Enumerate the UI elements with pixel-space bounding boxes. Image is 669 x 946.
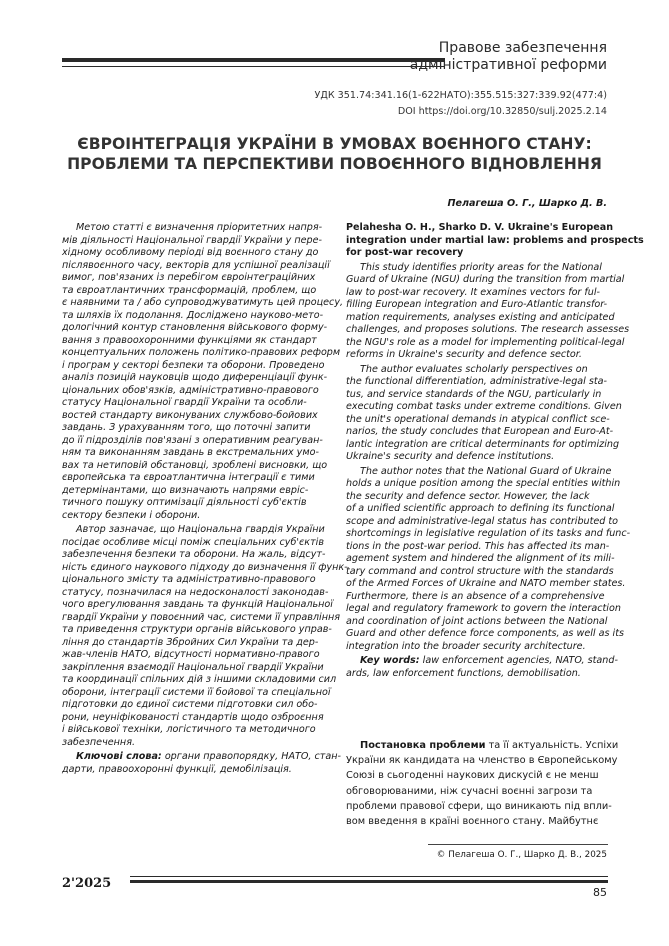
text-line: Ukraine's security and defence institutions. [346, 451, 555, 462]
text-line: the security and defence sector. However, the lack [346, 490, 590, 502]
text-line: and coordination of joint actions between the National [346, 615, 608, 627]
text-line: of the Armed Forces of Ukraine and NATO member states. [346, 578, 626, 589]
text-line: executing combat tasks under extreme conditions. Given [346, 401, 622, 412]
text-line: забезпечення безпеки та оборони. На жаль, відсут- [62, 549, 326, 560]
text-line: lantic integration are critical determinants for optimizing [346, 438, 620, 450]
text-line: the NGU's role as a model for implementing political-legal [346, 336, 625, 348]
text-line: ціонального змісту та адміністративно-правового [62, 574, 316, 585]
text-line: статусу, позначилася на недосконалості законодав- [62, 586, 329, 598]
reference-line1: Pelahesha O. H., Sharko D. V. Ukraine's European [346, 222, 614, 233]
text-line: та координації спільних дій з іншими складовими сил [62, 674, 337, 685]
footer-rule-thick [130, 880, 608, 883]
text-line: європейська та євроатлантична інтеграції є тими [62, 472, 315, 483]
journal-title-line1: Правове забезпечення [438, 40, 607, 56]
text-line: Furthermore, there is an absence of a comprehensive [346, 590, 605, 602]
introduction-paragraph [346, 738, 619, 829]
authors: Пелагеша О. Г., Шарко Д. В. [447, 198, 607, 209]
abstract-en-paragraph-2 [346, 363, 622, 464]
text-line: ням та виконанням завдань в екстремальних умо- [62, 447, 319, 458]
text-line: Автор зазначає, що Національна гвардія України [76, 524, 325, 535]
text-line: вимог, пов'язаних із перебігом євроінтеграційних [62, 272, 316, 283]
text-line: та євроатлантичних трансформацій, проблем, що [62, 284, 317, 296]
journal-title-line2: адміністративної реформи [409, 57, 607, 73]
text-line: післявоєнного часу, векторів для успішної реалізації [62, 259, 330, 271]
text-line: вання з правоохоронними функціями як стандарт [62, 334, 317, 346]
journal-section-title [407, 40, 607, 74]
text-line: мів діяльності Національної гвардії України у пере- [62, 234, 323, 246]
text-line: legal and regulatory framework to govern the interaction [346, 603, 621, 614]
reference-line3: for post-war recovery [346, 247, 464, 258]
text-line: завдань. З урахуванням того, що поточні запити [62, 422, 311, 433]
text-line: ління до стандартів Збройних Сил України та дер- [62, 636, 319, 648]
keywords-ua-line2: дарти, правоохоронні функції, демобілізація. [62, 763, 292, 775]
article-title-line1: ЄВРОІНТЕГРАЦІЯ УКРАЇНИ В УМОВАХ ВОЄННОГО СТАНУ: [77, 135, 592, 153]
text-line: детермінантами, що визначають напрями евріс- [62, 484, 309, 496]
text-line: до її підрозділів пов'язані з оперативним реагуван- [62, 434, 323, 446]
text-line: забезпечення. [62, 736, 136, 748]
article-title-line2: ПРОБЛЕМИ ТА ПЕРСПЕКТИВИ ПОВОЄННОГО ВІДНОВЛЕННЯ [67, 155, 602, 173]
text-line: сектору безпеки і оборони. [62, 509, 201, 521]
text-line: і програм у секторі безпеки та оборони. Проведено [62, 359, 325, 371]
header-rule-thin [62, 66, 445, 67]
footer-rule-thin [130, 876, 608, 877]
keywords-en-line1: law enforcement agencies, NATO, stand- [419, 655, 618, 666]
text-line: оборони, інтеграції системи її бойової та спеціальної [62, 686, 331, 698]
text-line: the unit's operational demands in atypical conflict sce- [346, 413, 610, 425]
text-line: Союзі в сьогоденні наукових дискусій є не менш [346, 770, 599, 782]
text-line: є наявними та / або супроводжуватимуть цей процесу, [62, 297, 344, 308]
abstract-en-keywords [346, 655, 618, 680]
text-line: The author evaluates scholarly perspectives on [360, 363, 588, 375]
text-line: і військової техніки, логістичного та методичного [62, 724, 316, 735]
text-line: tions in the post-war period. This has affected its man- [346, 540, 610, 552]
abstract-en-paragraph-1 [346, 261, 630, 362]
abstract-ua-paragraph-1 [62, 222, 344, 522]
text-line: law to post-war recovery. It examines vectors for ful- [346, 286, 601, 298]
text-line: challenges, and proposes solutions. The research assesses [346, 324, 630, 335]
text-line: tus, and service standards of the NGU, particularly in [346, 388, 602, 400]
abstract-ua-paragraph-2 [62, 524, 348, 749]
text-line: закріплення взаємодії Національної гвардії України [62, 661, 324, 673]
keywords-label-en: Key words: [360, 655, 420, 666]
text-line: mation requirements, analyses existing and anticipated [346, 311, 615, 323]
text-line: вом введення в країні воєнного стану. Майбутнє [346, 816, 599, 828]
intro-line1-rest: та її актуальність. Успіхи [485, 740, 619, 751]
text-line: підготовки до єдиної системи підготовки сил обо- [62, 699, 318, 710]
text-line: shortcomings in legislative regulation of its tasks and func- [346, 528, 631, 539]
abstract-en-paragraph-3 [346, 465, 631, 654]
header-rule-thick [62, 58, 445, 62]
text-line: of a unified scientific approach to defining its functional [346, 503, 615, 514]
text-line: Guard and other defence force components, as well as its [346, 628, 624, 639]
text-line: хідному особливому періоді від воєнного стану до [62, 247, 319, 258]
text-line: tary command and control structure with the standards [346, 565, 614, 577]
text-line: рони, неуніфікованості стандартів щодо озброєння [62, 711, 324, 723]
text-line: ність єдиного наукового підходу до визначення її функ- [62, 561, 348, 573]
keywords-en-line2: ards, law enforcement functions, demobilisation. [346, 667, 581, 679]
text-line: the functional differentiation, administrative-legal sta- [346, 376, 607, 387]
text-line: концептуальних положень політико-правових реформ [62, 347, 341, 358]
text-line: Метою статті є визначення пріоритетних напря- [76, 222, 323, 233]
text-line: The author notes that the National Guard of Ukraine [360, 465, 612, 477]
copyright-notice: © Пелагеша О. Г., Шарко Д. В., 2025 [436, 850, 607, 860]
text-line: чого врегулювання завдань та функцій Національної [62, 599, 333, 610]
doi-link[interactable]: DOI https://doi.org/10.32850/sulj.2025.2.14 [397, 106, 607, 117]
text-line: scope and administrative-legal status has contributed to [346, 515, 619, 527]
text-line: востей стандарту виконуваних службово-бойових [62, 409, 318, 421]
text-line: ціональних обов'язків, адміністративно-правового [62, 384, 319, 396]
problem-statement-heading: Постановка проблеми [360, 740, 486, 751]
text-line: жав-членів НАТО, відсутності нормативно-правого [62, 649, 320, 660]
text-line: проблеми правової сфери, що виникають під впли- [346, 800, 612, 812]
keywords-label-ua: Ключові слова: [76, 751, 162, 762]
text-line: гвардії України у повоєнний час, системи її управління [62, 611, 341, 623]
text-line: This study identifies priority areas for the National [360, 261, 602, 273]
text-line: agement system and hindered the alignment of its mili- [346, 553, 615, 564]
text-line: обговорюваними, ніж сучасні воєнні загрози та [346, 785, 593, 797]
text-line: України як кандидата на членство в Європейському [346, 755, 618, 767]
abstract-ukrainian [62, 222, 348, 778]
copyright-rule [428, 844, 608, 845]
abstract-en-reference [346, 222, 644, 260]
text-line: filling European integration and Euro-Atlantic transfor- [346, 299, 608, 310]
text-line: integration into the broader security architecture. [346, 640, 586, 652]
text-line: та шляхів їх подолання. Досліджено науково-мето- [62, 309, 324, 321]
text-line: аналіз позицій науковців щодо диференціації функ- [62, 372, 328, 383]
text-line: статусу Національної гвардії України та особли- [62, 397, 307, 408]
keywords-ua-line1: органи правопорядку, НАТО, стан- [161, 751, 341, 762]
text-line: дологічний контур становлення військового форму- [62, 322, 328, 333]
text-line: holds a unique position among the special entities within [346, 478, 621, 489]
text-line: вах та нетиповій обстановці, зроблені висновки, що [62, 459, 328, 471]
abstract-english [346, 222, 644, 682]
text-line: тичного пошуку оптимізації діяльності суб'єктів [62, 497, 307, 508]
issue-number: 2'2025 [62, 876, 112, 891]
reference-line2: integration under martial law: problems and prospects [346, 234, 644, 246]
page-number: 85 [593, 886, 607, 899]
text-line: та приведення структури органів військового управ- [62, 624, 332, 635]
article-title [40, 134, 629, 174]
text-line: посідає особливе місці поміж спеціальних суб'єктів [62, 536, 324, 548]
abstract-ua-keywords [62, 751, 341, 776]
text-line: Guard of Ukraine (NGU) during the transition from martial [346, 274, 625, 285]
text-line: reforms in Ukraine's security and defence sector. [346, 349, 582, 360]
udc-code: УДК 351.74:341.16(1-622НАТО):355.515:327:339.92(477:4) [314, 90, 607, 101]
text-line: narios, the study concludes that European and Euro-At- [346, 426, 614, 437]
